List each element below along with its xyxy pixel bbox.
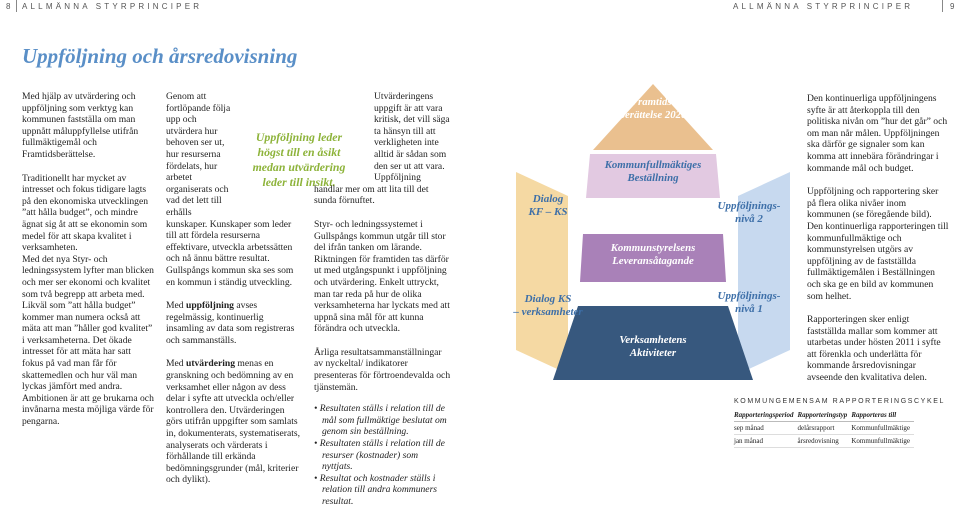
paragraph: Utvärderingens uppgift är att vara kritisk, det vill säga ta hänsyn till att verkligheten inte alltid är sådan som den ser ut att vara. Uppföljning handlar mer om att lita till det sunda förnuftet.: [314, 91, 450, 207]
pyramid-label-operations: Verksamhetens Aktiviteter: [619, 334, 687, 359]
paragraph: Styr- och ledningssystemet i Gullspångs kommun utgår till stor del ifrån tanken om lärande. Riktningen för framtiden tas därför ut med utgångspunkt i uppföljning och utvärdering. Enkelt uttryckt, man tar reda på hur de olika verksamheterna har lyckats med att uppnå sina mål för att kunna förändra och utveckla.: [314, 218, 450, 335]
page-number-left: 8: [6, 2, 11, 11]
paragraph: Den kontinuerliga uppföljningens syfte är att återkoppla till den politiska nivån om ”hur det går” och om man når målen. Uppföljningen ska därför ge signaler som kan komma att innebära förändringar i kommande mål och budget.: [807, 93, 948, 174]
paragraph: Med det nya Styr- och ledningssystem lyfter man blicken och mer ser ekonomi och kvalitet som två begrepp att arbeta med. Likväl som ”att hålla budget” kommer man numera också att mäta att man ”håller god kvalitet” i verksamheterna. Det ökade intresset för att mäta har satt fokus på vad man får för skattemedlen och hur väl man lyckas jämfört med andra. Ambitionen är att ge brukarna och invånarna mesta möjliga värde för pengarna.: [22, 253, 154, 428]
page-title: Uppföljning och årsredovisning: [22, 44, 298, 68]
header-divider-left: [16, 0, 17, 12]
paragraph: Genom att fortlöpande följa upp och utvärdera hur behoven ser ut, hur resurserna fördelats, hur arbetet organiserats och vad det lett till erhålls kunskaper. Kunskaper som leder till att fördela resurserna effektivare, utveckla arbetssätten och nå ännu bättre resultat. Gullspångs kommun ska ses som en kommun i ständig utveckling.: [166, 91, 301, 288]
pyramid-label-board: Kommunstyrelsens Leveransåtagande: [610, 242, 696, 267]
paragraph: Uppföljning och rapportering sker på flera olika nivåer inom kommunen (se föregående bild). Den kontinuerliga rapporteringen till kommunfullmäktige och kommunstyrelsen utgörs av uppföljning av de fastställda fullmäktigemålen i Beställningen och ska ge en bild av kommunen som helhet.: [807, 186, 949, 302]
table-row: sep månad delårsrapport Kommunfullmäktige: [734, 422, 914, 435]
followup-label-level-1: Uppföljnings- nivå 1: [717, 290, 781, 315]
column-header: Rapporteras till: [851, 410, 914, 422]
pullquote: Uppföljning leder högst till en åsikt medan utvärdering leder till insikt.: [252, 130, 346, 189]
table-header-row: [734, 410, 914, 422]
paragraph: Med uppföljning avses regelmässig, kontinuerlig insamling av data som registreras och sammanställs.: [166, 300, 295, 346]
paragraph: Med utvärdering menas en granskning och bedömning av en verksamhet eller någon av dess delar i syfte att utveckla och/eller kontrollera den. Utvärderingen görs utifrån uppgifter som samlats in, dokumenterats, systematiserats, analyserats och värderats i förhållande till erkända bedömningsgrunder (mål, kriterier och dylikt).: [166, 358, 301, 486]
list-item: • Resultaten ställs i relation till de mål som fullmäktige beslutat om genom sin beställning.: [314, 403, 447, 438]
paragraph: Med hjälp av utvärdering och uppföljning som verktyg kan kommunen fastställa om man uppnått måluppfyllelse utifrån fullmäktigemål och Framtidsberättelse.: [22, 91, 139, 160]
pyramid-label-council: Kommunfullmäktiges Beställning: [604, 159, 702, 184]
text-column-4: [807, 93, 949, 384]
list-item: • Resultaten ställs i relation till de resurser (kostnader) som nyttjats.: [314, 438, 445, 473]
followup-label-level-2: Uppföljnings- nivå 2: [717, 200, 781, 225]
list-item: • Resultat och kostnader ställs i relation till andra kommuners resultat.: [314, 472, 438, 507]
column-header: Rapporteringsperiod: [734, 410, 798, 422]
dialog-label-kf-ks: Dialog KF – KS: [528, 193, 568, 218]
text-column-1: [22, 91, 154, 428]
table-row: jan månad årsredovisning Kommunfullmäktige: [734, 435, 914, 448]
paragraph: Årliga resultatsammanställningar av nyckeltal/ indikatorer presenteras för förtroendevalda och tjänstemän.: [314, 346, 451, 393]
running-header-left: ALLMÄNNA STYRPRINCIPER: [22, 2, 203, 11]
text-column-3: [314, 91, 451, 508]
running-header-right: ALLMÄNNA STYRPRINCIPER: [733, 2, 914, 11]
pullquote-spacer: [314, 127, 374, 183]
page-number-right: 9: [950, 2, 955, 11]
bullet-list: [314, 403, 451, 507]
paragraph: Traditionellt har mycket av intresset och fokus tidigare lagts på den ekonomiska utvecklingen ”att hålla budget”, och mindre ägnat sig åt att se ekonomin som medel för att skapa kvalitet i verksamheten.: [22, 172, 149, 254]
dialog-label-ks-verksamheter: Dialog KS – verksamheter: [513, 293, 583, 318]
column-header: Rapporteringstyp: [798, 410, 852, 422]
reporting-cycle-title: KOMMUNGEMENSAM RAPPORTERINGSCYKEL: [734, 398, 945, 405]
header-divider-right: [942, 0, 943, 12]
reporting-cycle-table: [734, 410, 914, 448]
paragraph: Rapporteringen sker enligt fastställda mallar som kommer att utarbetas under hösten 2011 i syfte att förenkla och underlätta för kommande årsredovisningar avseende den kvalitativa delen.: [807, 314, 941, 384]
pyramid-label-vision: Framtids- berättelse 2020: [619, 96, 687, 121]
